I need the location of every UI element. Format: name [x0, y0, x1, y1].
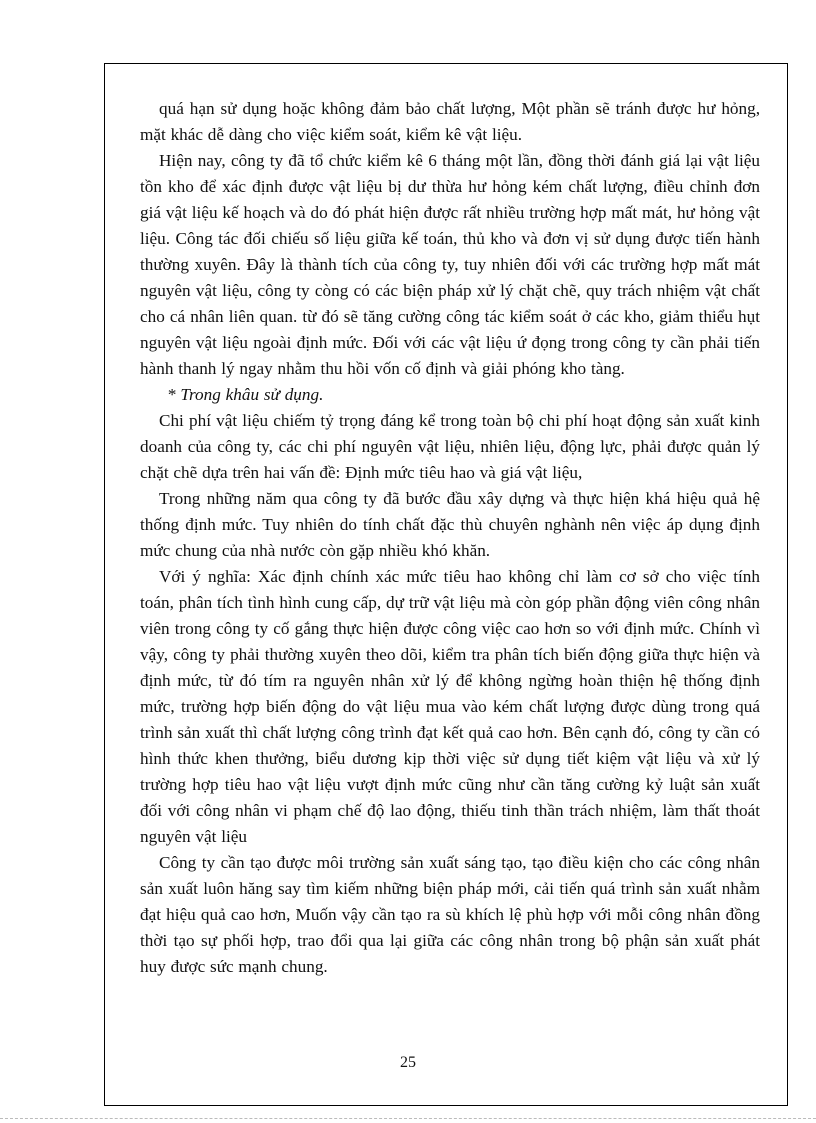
paragraph-continuation: quá hạn sử dụng hoặc không đảm bảo chất lượng, Một phần sẽ tránh được hư hỏng, mặt khác dễ dàng cho việc kiểm soát, kiểm kê vật liệu. — [140, 99, 760, 144]
paragraph-inventory-check: Hiện nay, công ty đã tổ chức kiểm kê 6 tháng một lần, đồng thời đánh giá lại vật liệu tồn kho để xác định được vật liệu bị dư thừa hư hỏng kém chất lượng, điều chỉnh đơn giá vật liệu kế hoạch và do đó phát hiện được rất nhiều trường hợp mất mát, hư hỏng vật liệu. Công tác đối chiếu số liệu giữa kế toán, thủ kho và đơn vị sử dụng được tiến hành thường xuyên. Đây là thành tích của công ty, tuy nhiên đối với các trường hợp mất mát nguyên vật liệu, công ty còng có các biện pháp xử lý chặt chẽ, quy trách nhiệm vật chất cho cá nhân liên quan. từ đó sẽ tăng cường công tác kiểm soát ở các kho, giảm thiểu hụt nguyên vật liệu ngoài định mức. Đối với các vật liệu ứ đọng trong công ty cần phải tiến hành thanh lý ngay nhằm thu hồi vốn cố định và giải phóng kho tàng. — [140, 151, 760, 378]
page-bottom-divider — [0, 1118, 816, 1119]
page-number: 25 — [400, 1054, 416, 1071]
section-heading-usage: * Trong khâu sử dụng. — [167, 385, 324, 404]
paragraph-significance: Với ý nghĩa: Xác định chính xác mức tiêu hao không chỉ làm cơ sở cho việc tính toán, phân tích tình hình cung cấp, dự trữ vật liệu mà còn góp phần động viên công nhân viên trong công ty cố gắng thực hiện được công việc cao hơn so với định mức. Chính vì vậy, công ty phải thường xuyên theo dõi, kiểm tra phân tích biến động giữa thực hiện và định mức, từ đó tím ra nguyên nhân xử lý để không ngừng hoàn thiện hệ thống định mức, trường hợp biến động do vật liệu mua vào kém chất lượng được dùng trong quá trình sản xuất thì chất lượng công trình đạt kết quả cao hơn. Bên cạnh đó, công ty cần có hình thức khen thưởng, biểu dương kịp thời việc sử dụng tiết kiệm vật liệu và xử lý trường hợp tiêu hao vật liệu vượt định mức cũng như cần tăng cường kỷ luật sản xuất đối với công nhân vi phạm chế độ lao động, thiếu tinh thần trách nhiệm, làm thất thoát nguyên vật liệu — [140, 567, 760, 846]
paragraph-norm-system: Trong những năm qua công ty đã bước đầu xây dựng và thực hiện khá hiệu quả hệ thống định mức. Tuy nhiên do tính chất đặc thù chuyên nghành nên việc áp dụng định mức chung của nhà nước còn gặp nhiều khó khăn. — [140, 489, 760, 560]
paragraph-material-cost: Chi phí vật liệu chiếm tỷ trọng đáng kể trong toàn bộ chi phí hoạt động sản xuất kinh doanh của công ty, các chi phí nguyên vật liệu, nhiên liệu, động lực, phải được quản lý chặt chẽ dựa trên hai vấn đề: Định mức tiêu hao và giá vật liệu, — [140, 411, 760, 482]
document-body — [140, 96, 760, 980]
paragraph-creative-environment: Công ty cần tạo được môi trường sản xuất sáng tạo, tạo điều kiện cho các công nhân sản xuất luôn hăng say tìm kiếm những biện pháp mới, cải tiến quá trình sản xuất nhằm đạt hiệu quả cao hơn, Muốn vậy cần tạo ra sù khích lệ phù hợp với mỗi công nhân đồng thời tạo sự phối hợp, trao đổi qua lại giữa các công nhân trong bộ phận sản xuất phát huy được sức mạnh chung. — [140, 853, 760, 976]
